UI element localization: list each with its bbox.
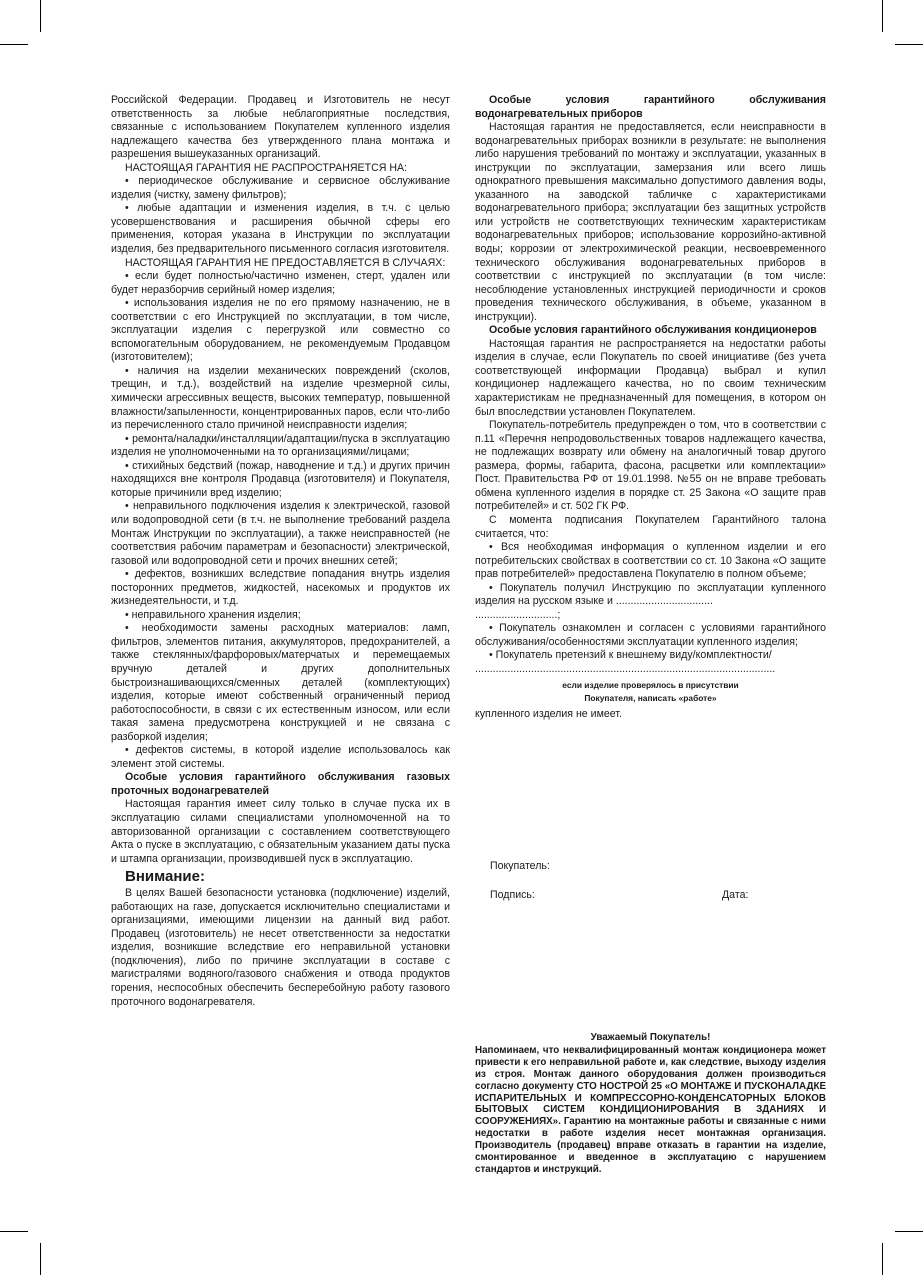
right-column-paragraph: • Покупатель получил Инструкцию по эксплуатации купленного изделия на русском языке и .................................: [475, 581, 826, 608]
right-column-paragraph: Настоящая гарантия не распространяется на недостатки работы изделия в случае, если Покупатель по своей инициативе (без учета соответствующей информации Продавца) выбрал и купил кондиционер надлежащего качества, но по своим техническим характеристикам не предназначенный для помещения, в котором он был впоследствии установлен Покупателем.: [475, 337, 826, 418]
right-column-paragraph: • Вся необходимая информация о купленном изделии и его потребительских свойствах в соответствии со ст. 10 Закона «О защите прав потребителей» предоставлена Покупателю в полном объеме;: [475, 541, 826, 581]
right-column-paragraph: Настоящая гарантия не предоставляется, если неисправности в водонагревательных приборах возникли в результате: не выполнения либо нарушения требований по монтажу и эксплуатации, указанных в инструкции по эксплуатации, замерзания или всего лишь однократного превышения максимально допустимого давления воды, указанного на заводской табличке с характеристиками водонагревательного прибора; эксплуатации без защитных устройств или устройств не соответствующих техническим характеристикам водонагревательных приборов; использование коррозийно-активной воды; коррозии от электрохимической реакции, несвоевременного технического обслуживания водонагревательных приборов в соответствии с инструкцией по эксплуатации (в том числе: несоблюдение установленных инструкцией периодичности и сроков проведения технического обслуживания, в объеме, указанном в инструкции).: [475, 121, 826, 323]
crop-mark: [895, 44, 923, 45]
crop-mark: [40, 1243, 41, 1275]
right-column-paragraph: • Покупатель ознакомлен и согласен с условиями гарантийного обслуживания/особенностями эксплуатации купленного изделия;: [475, 622, 826, 648]
left-column-paragraph: • любые адаптации и изменения изделия, в т.ч. с целью усовершенствования и расширения обычной сферы его применения, которая указана в Инструкции по эксплуатации изделия, без предварительного письменного согласия изготовителя.: [111, 202, 450, 256]
left-column-paragraph: Особые условия гарантийного обслуживания газовых проточных водонагревателей: [111, 771, 450, 797]
right-column-paragraph: Особые условия гарантийного обслуживания кондиционеров: [489, 324, 817, 337]
left-column-paragraph: • дефектов системы, в которой изделие использовалось как элемент этой системы.: [111, 744, 450, 770]
right-column: [475, 94, 826, 721]
left-column-paragraph: • необходимости замены расходных материалов: ламп, фильтров, элементов питания, аккумуляторов, предохранителей, а также стеклянных/фарфоровых/матерчатых и перемещаемых вручную деталей и других дополнительных быстроизнашивающихся/сменных деталей (комплектующих) изделия, которые имеют собственный ограниченный период работоспособности, в связи с их естественным износом, или если такая замена предусмотрена конструкцией и не связана с разборкой изделия;: [111, 622, 450, 743]
date-label: Дата:: [722, 889, 749, 901]
left-column-paragraph: • неправильного подключения изделия к электрической, газовой или водопроводной сети (в т.ч. не выполнение требований раздела Монтаж Инструкции по эксплуатации), а также неисправностей (не соответствия рабочим параметрам и безопасности) электрической, газовой или водопроводной сети и прочих внешних сетей;: [111, 500, 450, 567]
left-column: [111, 94, 450, 1009]
left-column-paragraph: Российской Федерации. Продавец и Изготовитель не несут ответственность за любые неблагоприятные последствия, связанные с использованием Покупателем купленного изделия надлежащего качества без утвержденного плана монтажа и разрешения вышеуказанных организаций.: [111, 94, 450, 161]
crop-mark: [40, 0, 41, 32]
notice-title: Уважаемый Покупатель!: [590, 1032, 711, 1043]
crop-mark: [882, 1243, 883, 1275]
footnote-line: Покупателя, написать «работе»: [584, 692, 717, 703]
crop-mark: [0, 44, 28, 45]
dotted-fill-line: ......................................................................................................: [475, 662, 776, 675]
left-column-paragraph: НАСТОЯЩАЯ ГАРАНТИЯ НЕ ПРЕДОСТАВЛЯЕТСЯ В СЛУЧАЯХ:: [125, 256, 446, 269]
installation-notice: [475, 1032, 826, 1176]
left-column-paragraph: Настоящая гарантия имеет силу только в случае пуска их в эксплуатацию силами специалистами уполномоченной на то авторизованной организации с составлением соответствующего Акта о пуске в эксплуатацию, с обязательным указанием даты пуска и штампа организации, производившей пуск в эксплуатацию.: [111, 798, 450, 865]
left-column-paragraph: • ремонта/наладки/инсталляции/адаптации/пуска в эксплуатацию изделия не уполномоченными на то организациями/лицами;: [111, 432, 450, 459]
left-column-paragraph: • неправильного хранения изделия;: [125, 608, 301, 621]
footnote-line: если изделие проверялось в присутствии: [562, 679, 739, 690]
left-column-paragraph: • если будет полностью/частично изменен, стерт, удален или будет неразборчив серийный номер изделия;: [111, 270, 450, 296]
right-column-paragraph: Покупатель-потребитель предупрежден о том, что в соответствии с п.11 «Перечня непродовольственных товаров надлежащего качества, не подлежащих возврату или обмену на аналогичный товар другого размера, формы, габарита, фасона, расцветки или комплектации» Пост. Правительства РФ от 19.01.1998. №55 он не вправе требовать обмена купленного изделия в порядке ст. 25 Закона «О защите прав потребителей» и ст. 502 ГК РФ.: [475, 419, 826, 513]
buyer-label: Покупатель:: [490, 860, 550, 872]
left-column-paragraph: НАСТОЯЩАЯ ГАРАНТИЯ НЕ РАСПРОСТРАНЯЕТСЯ НА:: [125, 161, 407, 174]
crop-mark: [895, 1231, 923, 1232]
crop-mark: [0, 1231, 28, 1232]
left-column-paragraph: • использования изделия не по его прямому назначению, не в соответствии с его Инструкцией по эксплуатации, в том числе, эксплуатации изделия с перегрузкой или совместно со вспомогательным оборудованием, не рекомендуемым Продавцом (изготовителем);: [111, 297, 450, 364]
right-column-paragraph: Особые условия гарантийного обслуживания водонагревательных приборов: [475, 94, 826, 120]
left-column-paragraph: • периодическое обслуживание и сервисное обслуживание изделия (чистку, замену фильтров);: [111, 175, 450, 201]
left-column-paragraph: • наличия на изделии механических повреждений (сколов, трещин, и т.д.), воздействий на изделие чрезмерной силы, химически агрессивных веществ, высоких температур, повышенной влажности/запыленности, концентрированных паров, если что-либо из перечисленного стало причиной неисправности изделия;: [111, 364, 450, 432]
right-column-paragraph: С момента подписания Покупателем Гарантийного талона считается, что:: [475, 513, 826, 540]
right-column-paragraph: купленного изделия не имеет.: [475, 707, 622, 720]
dotted-fill-line: ............................;: [475, 608, 561, 621]
left-column-paragraph: В целях Вашей безопасности установка (подключение) изделий, работающих на газе, допускается исключительно специалистами и организациями, имеющими лицензии на данный вид работ. Продавец (изготовитель) не несет ответственности за недостатки изделия, возникшие вследствие его неправильной установки (подключения), либо по причине эксплуатации в составе с магистралями водяного/газового снабжения и отвода продуктов горения, неспособных обеспечить бесперебойную работу газового проточного водонагревателя.: [111, 887, 450, 1008]
signature-label: Подпись:: [490, 889, 535, 901]
right-column-paragraph: • Покупатель претензий к внешнему виду/комплектности/: [489, 649, 772, 662]
crop-mark: [882, 0, 883, 32]
left-column-paragraph: • стихийных бедствий (пожар, наводнение и т.д.) и других причин находящихся вне контроля Продавца (изготовителя) и Покупателя, которые причинили вред изделию;: [111, 459, 450, 499]
left-column-paragraph: • дефектов, возникших вследствие попадания внутрь изделия посторонних предметов, жидкостей, насекомых и продуктов их жизнедеятельности, и т.д.: [111, 568, 450, 608]
warning-heading: Внимание:: [125, 868, 205, 886]
notice-text: Напоминаем, что неквалифицированный монтаж кондиционера может привести к его неправильной работе и, как следствие, выходу изделия из строя. Монтаж данного оборудования должен производиться согласно документу СТО НОСТРОЙ 25 «О МОНТАЖЕ И ПУСКОНАЛАДКЕ ИСПАРИТЕЛЬНЫХ И КОМПРЕССОРНО-КОНДЕНСАТОРНЫХ БЛОКОВ БЫТОВЫХ СИСТЕМ КОНДИЦИОНИРОВАНИЯ В ЗДАНИЯХ И СООРУЖЕНИЯХ». Гарантию на монтажные работы и связанные с ними недостатки в работе изделия несет монтажная организация. Производитель (продавец) вправе отказать в гарантии на изделие, смонтированное и введенное в эксплуатацию с нарушением стандартов и инструкций.: [475, 1044, 826, 1175]
